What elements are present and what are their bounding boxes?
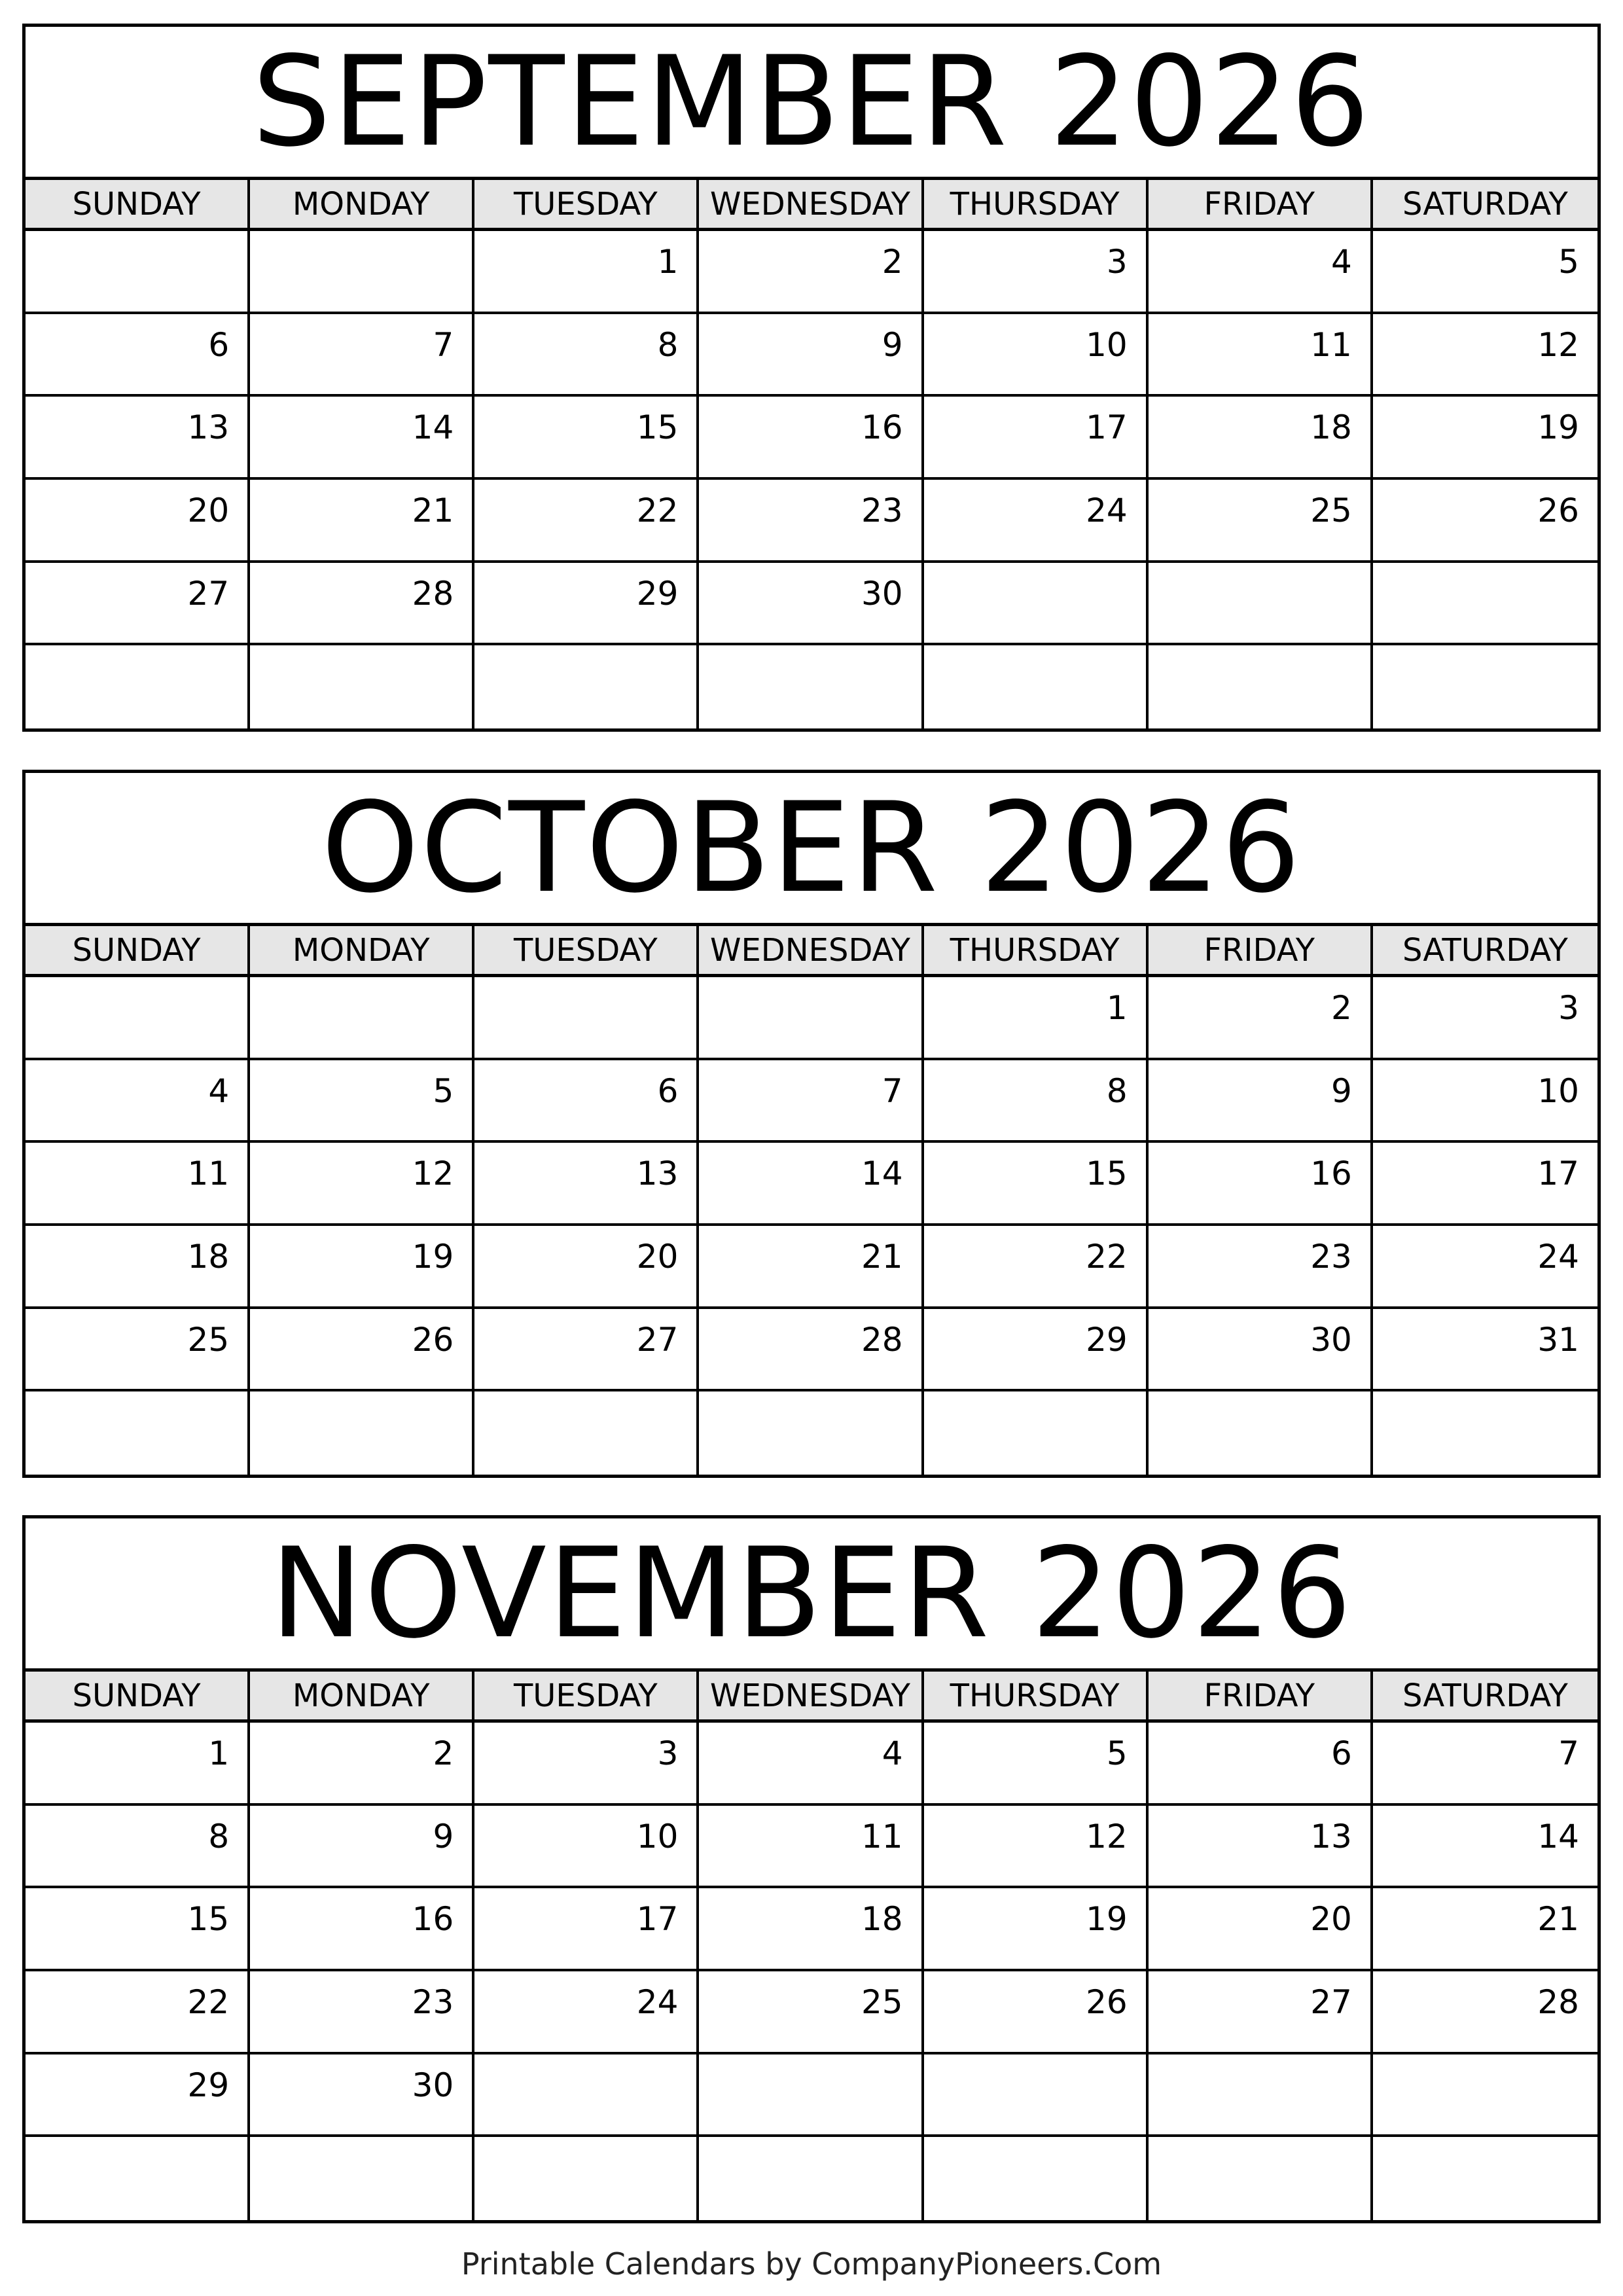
weekday-header: WEDNESDAY	[699, 1672, 923, 1719]
day-cell	[924, 231, 1149, 314]
weekday-header: SATURDAY	[1402, 185, 1568, 223]
day-number: 16	[861, 408, 903, 447]
day-cell	[699, 1391, 923, 1475]
day-cell	[699, 2137, 923, 2220]
day-cell	[26, 977, 250, 1060]
day-number: 15	[636, 408, 679, 447]
day-cell	[26, 1309, 250, 1392]
day-cell	[250, 314, 474, 397]
day-cell	[250, 645, 474, 728]
day-cell	[924, 314, 1149, 397]
day-number: 2	[882, 243, 903, 281]
day-number: 24	[1086, 491, 1128, 529]
day-cell	[699, 480, 923, 563]
day-cell	[699, 1971, 923, 2054]
day-number: 19	[1537, 408, 1579, 447]
day-number: 8	[208, 1817, 230, 1856]
day-number: 14	[1537, 1817, 1579, 1856]
day-cell	[699, 645, 923, 728]
day-number: 9	[1331, 1071, 1352, 1110]
day-cell	[1373, 1309, 1597, 1392]
day-cell	[1373, 480, 1597, 563]
day-cell	[26, 1806, 250, 1889]
weekday-header: THURSDAY	[924, 1672, 1149, 1719]
day-cell	[1149, 977, 1373, 1060]
day-cell	[250, 1806, 474, 1889]
day-cell	[699, 1723, 923, 1806]
day-number: 19	[412, 1237, 454, 1276]
month-calendar	[22, 1515, 1601, 2223]
day-cell	[699, 563, 923, 646]
day-number: 24	[636, 1982, 679, 2021]
day-number: 29	[1086, 1320, 1128, 1359]
weekday-header: SUNDAY	[26, 926, 250, 974]
day-cell	[250, 1143, 474, 1226]
day-number: 7	[1558, 1734, 1579, 1772]
day-cell	[474, 1060, 699, 1143]
day-cell	[1373, 2054, 1597, 2138]
day-number: 16	[1310, 1155, 1352, 1193]
day-cell	[1149, 397, 1373, 480]
day-cell	[1373, 1888, 1597, 1971]
weekday-header: SATURDAY	[1402, 1677, 1568, 1714]
day-cell	[26, 1060, 250, 1143]
day-number: 27	[187, 574, 230, 613]
day-cell	[26, 563, 250, 646]
day-cell	[26, 1226, 250, 1309]
day-cell	[1373, 563, 1597, 646]
day-cell	[1373, 1723, 1597, 1806]
day-cell	[699, 2054, 923, 2138]
day-cell	[474, 1391, 699, 1475]
day-cell	[474, 1971, 699, 2054]
day-number: 1	[657, 243, 679, 281]
day-cell	[1149, 645, 1373, 728]
day-cell	[924, 1309, 1149, 1392]
month-title: OCTOBER 2026	[26, 773, 1597, 926]
day-number: 4	[1331, 243, 1352, 281]
day-number: 3	[1558, 989, 1579, 1027]
day-number: 17	[636, 1900, 679, 1939]
weekday-header: SATURDAY	[1402, 931, 1568, 969]
day-cell	[1149, 480, 1373, 563]
day-cell	[924, 1391, 1149, 1475]
day-number: 21	[861, 1237, 903, 1276]
weekday-header-row	[26, 180, 1597, 231]
day-cell	[250, 1226, 474, 1309]
days-grid	[26, 231, 1597, 728]
day-number: 12	[1086, 1817, 1128, 1856]
day-cell	[924, 1060, 1149, 1143]
day-number: 11	[187, 1155, 230, 1193]
day-cell	[699, 231, 923, 314]
weekday-header: MONDAY	[250, 1672, 474, 1719]
day-number: 28	[861, 1320, 903, 1359]
day-cell	[699, 977, 923, 1060]
day-number: 19	[1086, 1900, 1128, 1939]
day-number: 27	[636, 1320, 679, 1359]
day-cell	[699, 1060, 923, 1143]
day-cell	[924, 1226, 1149, 1309]
day-cell	[250, 397, 474, 480]
day-cell	[1149, 1723, 1373, 1806]
day-cell	[1373, 645, 1597, 728]
day-cell	[699, 1226, 923, 1309]
day-cell	[26, 1888, 250, 1971]
day-cell	[1373, 1226, 1597, 1309]
day-cell	[699, 1888, 923, 1971]
day-number: 3	[1106, 243, 1128, 281]
month-calendar	[22, 24, 1601, 732]
day-cell	[474, 1143, 699, 1226]
day-cell	[924, 397, 1149, 480]
day-cell	[26, 1143, 250, 1226]
day-cell	[1149, 231, 1373, 314]
day-number: 3	[657, 1734, 679, 1772]
day-cell	[474, 563, 699, 646]
day-cell	[474, 314, 699, 397]
day-number: 31	[1537, 1320, 1579, 1359]
day-cell	[250, 1309, 474, 1392]
weekday-header: MONDAY	[250, 926, 474, 974]
day-number: 17	[1537, 1155, 1579, 1193]
weekday-header: TUESDAY	[474, 1672, 699, 1719]
day-cell	[924, 1971, 1149, 2054]
day-number: 25	[187, 1320, 230, 1359]
weekday-header: TUESDAY	[474, 180, 699, 228]
day-number: 28	[412, 574, 454, 613]
day-number: 20	[636, 1237, 679, 1276]
day-cell	[250, 1888, 474, 1971]
day-cell	[1149, 1309, 1373, 1392]
day-number: 23	[1310, 1237, 1352, 1276]
day-cell	[474, 977, 699, 1060]
day-cell	[1149, 2137, 1373, 2220]
day-cell	[26, 2137, 250, 2220]
day-cell	[1373, 1806, 1597, 1889]
day-number: 22	[1086, 1237, 1128, 1276]
day-cell	[250, 563, 474, 646]
footer-credit: Printable Calendars by CompanyPioneers.Com	[461, 2246, 1162, 2282]
day-number: 2	[1331, 989, 1352, 1027]
day-cell	[26, 231, 250, 314]
day-number: 11	[1310, 325, 1352, 364]
day-cell	[26, 1391, 250, 1475]
day-number: 21	[412, 491, 454, 529]
day-number: 2	[433, 1734, 454, 1772]
day-number: 26	[1086, 1982, 1128, 2021]
day-number: 5	[1106, 1734, 1128, 1772]
day-number: 18	[1310, 408, 1352, 447]
weekday-header-row	[26, 926, 1597, 977]
day-number: 6	[1331, 1734, 1352, 1772]
day-cell	[26, 480, 250, 563]
day-cell	[26, 645, 250, 728]
weekday-header: WEDNESDAY	[699, 180, 923, 228]
day-cell	[1373, 1060, 1597, 1143]
day-cell	[250, 977, 474, 1060]
day-number: 13	[187, 408, 230, 447]
day-number: 26	[1537, 491, 1579, 529]
day-cell	[250, 1723, 474, 1806]
day-number: 30	[861, 574, 903, 613]
day-cell	[924, 977, 1149, 1060]
day-number: 29	[636, 574, 679, 613]
day-number: 5	[1558, 243, 1579, 281]
days-grid	[26, 977, 1597, 1475]
day-cell	[26, 1971, 250, 2054]
day-cell	[474, 1226, 699, 1309]
day-cell	[924, 1888, 1149, 1971]
weekday-header: SUNDAY	[26, 1672, 250, 1719]
day-number: 4	[882, 1734, 903, 1772]
day-cell	[1373, 231, 1597, 314]
day-cell	[1373, 1971, 1597, 2054]
day-cell	[924, 1723, 1149, 1806]
day-cell	[250, 231, 474, 314]
day-number: 4	[208, 1071, 230, 1110]
day-cell	[250, 2054, 474, 2138]
day-number: 23	[412, 1982, 454, 2021]
day-cell	[26, 397, 250, 480]
day-cell	[474, 645, 699, 728]
weekday-header: WEDNESDAY	[699, 926, 923, 974]
day-number: 14	[412, 408, 454, 447]
day-number: 16	[412, 1900, 454, 1939]
day-number: 23	[861, 491, 903, 529]
day-cell	[699, 397, 923, 480]
day-cell	[1373, 2137, 1597, 2220]
day-cell	[26, 1723, 250, 1806]
day-cell	[1149, 1806, 1373, 1889]
day-cell	[924, 1143, 1149, 1226]
day-number: 8	[1106, 1071, 1128, 1110]
day-cell	[1149, 1888, 1373, 1971]
weekday-header: TUESDAY	[474, 926, 699, 974]
day-number: 7	[882, 1071, 903, 1110]
day-cell	[1149, 2054, 1373, 2138]
day-cell	[474, 2054, 699, 2138]
day-cell	[250, 1391, 474, 1475]
day-number: 9	[433, 1817, 454, 1856]
day-cell	[474, 1309, 699, 1392]
day-cell	[250, 1060, 474, 1143]
weekday-header-row	[26, 1672, 1597, 1723]
day-cell	[474, 1888, 699, 1971]
day-cell	[1149, 563, 1373, 646]
day-number: 1	[208, 1734, 230, 1772]
day-number: 20	[187, 491, 230, 529]
day-cell	[474, 231, 699, 314]
day-number: 20	[1310, 1900, 1352, 1939]
day-cell	[1149, 1391, 1373, 1475]
day-number: 9	[882, 325, 903, 364]
day-cell	[1373, 1391, 1597, 1475]
weekday-header: THURSDAY	[924, 926, 1149, 974]
day-number: 14	[861, 1155, 903, 1193]
day-number: 26	[412, 1320, 454, 1359]
day-cell	[924, 480, 1149, 563]
day-cell	[474, 2137, 699, 2220]
day-cell	[1149, 314, 1373, 397]
day-cell	[1149, 1143, 1373, 1226]
weekday-header: FRIDAY	[1149, 180, 1373, 228]
day-cell	[250, 1971, 474, 2054]
day-cell	[924, 1806, 1149, 1889]
day-number: 7	[433, 325, 454, 364]
day-number: 29	[187, 2066, 230, 2104]
day-cell	[699, 1143, 923, 1226]
day-cell	[1149, 1060, 1373, 1143]
day-number: 30	[412, 2066, 454, 2104]
day-cell	[250, 480, 474, 563]
day-cell	[474, 1723, 699, 1806]
day-cell	[474, 1806, 699, 1889]
day-number: 12	[1537, 325, 1579, 364]
day-number: 15	[187, 1900, 230, 1939]
day-cell	[924, 563, 1149, 646]
day-number: 24	[1537, 1237, 1579, 1276]
day-number: 30	[1310, 1320, 1352, 1359]
day-number: 10	[636, 1817, 679, 1856]
day-cell	[924, 2137, 1149, 2220]
day-number: 22	[187, 1982, 230, 2021]
day-cell	[474, 480, 699, 563]
day-cell	[1373, 1143, 1597, 1226]
day-number: 8	[657, 325, 679, 364]
day-cell	[699, 314, 923, 397]
day-cell	[1373, 314, 1597, 397]
day-number: 11	[861, 1817, 903, 1856]
day-cell	[1149, 1971, 1373, 2054]
day-cell	[250, 2137, 474, 2220]
weekday-header: SUNDAY	[26, 180, 250, 228]
weekday-header: MONDAY	[250, 180, 474, 228]
day-cell	[1373, 397, 1597, 480]
month-title: SEPTEMBER 2026	[26, 27, 1597, 180]
day-cell	[26, 2054, 250, 2138]
day-number: 15	[1086, 1155, 1128, 1193]
day-number: 25	[1310, 491, 1352, 529]
day-number: 13	[1310, 1817, 1352, 1856]
days-grid	[26, 1723, 1597, 2220]
day-number: 25	[861, 1982, 903, 2021]
day-number: 18	[187, 1237, 230, 1276]
day-cell	[924, 2054, 1149, 2138]
weekday-header: FRIDAY	[1149, 926, 1373, 974]
day-number: 6	[657, 1071, 679, 1110]
day-number: 5	[433, 1071, 454, 1110]
day-cell	[699, 1806, 923, 1889]
day-number: 6	[208, 325, 230, 364]
day-number: 21	[1537, 1900, 1579, 1939]
day-number: 27	[1310, 1982, 1352, 2021]
day-number: 13	[636, 1155, 679, 1193]
day-number: 22	[636, 491, 679, 529]
day-number: 10	[1537, 1071, 1579, 1110]
day-number: 10	[1086, 325, 1128, 364]
day-cell	[1373, 977, 1597, 1060]
month-calendar	[22, 770, 1601, 1478]
day-number: 17	[1086, 408, 1128, 447]
day-cell	[1149, 1226, 1373, 1309]
day-cell	[474, 397, 699, 480]
day-number: 1	[1106, 989, 1128, 1027]
day-cell	[699, 1309, 923, 1392]
day-number: 12	[412, 1155, 454, 1193]
day-cell	[26, 314, 250, 397]
month-title: NOVEMBER 2026	[26, 1518, 1597, 1672]
day-number: 28	[1537, 1982, 1579, 2021]
weekday-header: THURSDAY	[924, 180, 1149, 228]
day-number: 18	[861, 1900, 903, 1939]
day-cell	[924, 645, 1149, 728]
weekday-header: FRIDAY	[1149, 1672, 1373, 1719]
